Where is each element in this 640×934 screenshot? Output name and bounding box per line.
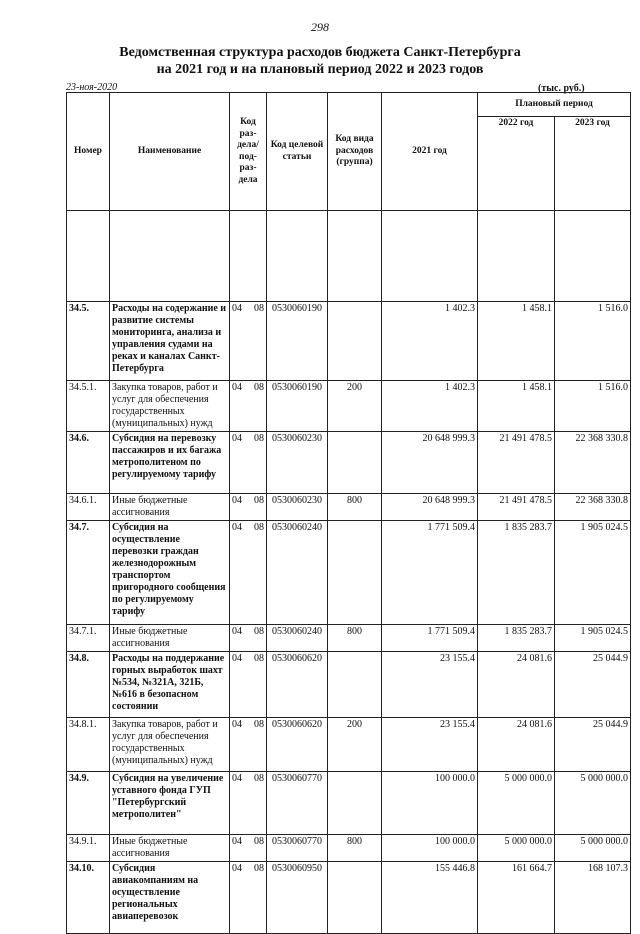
row-2021: 1 402.3 <box>382 381 478 432</box>
row-name: Иные бюджетные ассигнования <box>110 625 230 652</box>
row-2022: 21 491 478.5 <box>478 432 555 494</box>
table-row <box>67 835 631 862</box>
row-2021: 23 155.4 <box>382 652 478 718</box>
row-section-code <box>230 381 267 432</box>
row-section: 04 <box>232 433 242 444</box>
row-number: 34.5. <box>67 302 110 381</box>
row-target-code: 0530060230 <box>267 494 328 521</box>
row-2023: 5 000 000.0 <box>555 772 631 835</box>
table-row <box>67 302 631 381</box>
row-section: 04 <box>232 626 242 637</box>
row-number: 34.5.1. <box>67 381 110 432</box>
row-section-code <box>230 652 267 718</box>
row-subsection: 08 <box>254 522 264 533</box>
row-2022: 1 835 283.7 <box>478 625 555 652</box>
row-2021: 100 000.0 <box>382 772 478 835</box>
budget-table <box>66 92 631 934</box>
row-2021: 1 771 509.4 <box>382 625 478 652</box>
row-target-code: 0530060240 <box>267 521 328 625</box>
table-row <box>67 432 631 494</box>
row-section-code <box>230 772 267 835</box>
row-2022: 1 458.1 <box>478 302 555 381</box>
header-expense-type: Код вида расходов (группа) <box>328 93 382 211</box>
row-section-code <box>230 521 267 625</box>
header-name: Наименование <box>110 93 230 211</box>
row-number: 34.9.1. <box>67 835 110 862</box>
table-row <box>67 625 631 652</box>
row-2023: 22 368 330.8 <box>555 494 631 521</box>
row-name: Субсидия на перевозку пассажиров и их багажа метрополитеном по регулируемому тарифу <box>110 432 230 494</box>
row-subsection: 08 <box>254 303 264 314</box>
row-expense-type: 200 <box>328 718 382 772</box>
row-section-code <box>230 718 267 772</box>
spacer-row <box>67 211 631 302</box>
row-target-code: 0530060620 <box>267 718 328 772</box>
row-subsection: 08 <box>254 495 264 506</box>
row-section: 04 <box>232 836 242 847</box>
row-target-code: 0530060190 <box>267 381 328 432</box>
row-target-code: 0530060620 <box>267 652 328 718</box>
row-2022: 161 664.7 <box>478 862 555 934</box>
row-2022: 5 000 000.0 <box>478 835 555 862</box>
row-target-code: 0530060950 <box>267 862 328 934</box>
row-number: 34.9. <box>67 772 110 835</box>
row-section-code <box>230 302 267 381</box>
row-section: 04 <box>232 303 242 314</box>
row-2021: 20 648 999.3 <box>382 494 478 521</box>
row-name: Расходы на поддержание горных выработок шахт №534, №321А, 321Б, №616 в безопасном состоянии <box>110 652 230 718</box>
row-2021: 1 771 509.4 <box>382 521 478 625</box>
row-name: Субсидия на увеличение уставного фонда ГУП "Петербургский метрополитен" <box>110 772 230 835</box>
row-subsection: 08 <box>254 382 264 393</box>
header-2021: 2021 год <box>382 93 478 211</box>
row-2023: 1 516.0 <box>555 381 631 432</box>
row-name: Закупка товаров, работ и услуг для обеспечения государственных (муниципальных) нужд <box>110 718 230 772</box>
row-expense-type: 800 <box>328 625 382 652</box>
row-name: Иные бюджетные ассигнования <box>110 494 230 521</box>
header-section: Код раз- дела/ под- раз- дела <box>230 93 267 211</box>
row-section: 04 <box>232 522 242 533</box>
table-body <box>67 211 631 934</box>
header-number: Номер <box>67 93 110 211</box>
row-section-code <box>230 494 267 521</box>
row-2022: 21 491 478.5 <box>478 494 555 521</box>
table-row <box>67 521 631 625</box>
row-subsection: 08 <box>254 863 264 874</box>
title-line-2: на 2021 год и на плановый период 2022 и 2023 годов <box>156 62 484 77</box>
row-2023: 1 516.0 <box>555 302 631 381</box>
title-line-1: Ведомственная структура расходов бюджета Санкт-Петербурга <box>119 45 521 60</box>
row-2021: 1 402.3 <box>382 302 478 381</box>
table-row <box>67 494 631 521</box>
row-subsection: 08 <box>254 719 264 730</box>
document-date: 23-ноя-2020 <box>66 82 118 93</box>
row-target-code: 0530060190 <box>267 302 328 381</box>
row-number: 34.8. <box>67 652 110 718</box>
row-section: 04 <box>232 382 242 393</box>
row-target-code: 0530060770 <box>267 772 328 835</box>
row-number: 34.10. <box>67 862 110 934</box>
row-number: 34.6.1. <box>67 494 110 521</box>
row-2023: 25 044.9 <box>555 652 631 718</box>
row-expense-type <box>328 302 382 381</box>
row-2021: 20 648 999.3 <box>382 432 478 494</box>
row-expense-type: 800 <box>328 494 382 521</box>
row-section-code <box>230 432 267 494</box>
row-target-code: 0530060770 <box>267 835 328 862</box>
row-expense-type <box>328 862 382 934</box>
row-subsection: 08 <box>254 836 264 847</box>
header-target: Код целевой статьи <box>267 93 328 211</box>
row-expense-type <box>328 521 382 625</box>
row-section: 04 <box>232 719 242 730</box>
row-2023: 1 905 024.5 <box>555 521 631 625</box>
row-2023: 25 044.9 <box>555 718 631 772</box>
header-2022: 2022 год <box>478 117 555 211</box>
row-subsection: 08 <box>254 653 264 664</box>
row-section-code <box>230 835 267 862</box>
header-2023: 2023 год <box>555 117 631 211</box>
row-target-code: 0530060240 <box>267 625 328 652</box>
row-section: 04 <box>232 495 242 506</box>
row-subsection: 08 <box>254 433 264 444</box>
row-subsection: 08 <box>254 773 264 784</box>
row-number: 34.8.1. <box>67 718 110 772</box>
row-2022: 24 081.6 <box>478 718 555 772</box>
units-label: (тыс. руб.) <box>538 83 585 94</box>
row-2022: 5 000 000.0 <box>478 772 555 835</box>
header-planned: Плановый период <box>478 93 631 117</box>
row-section: 04 <box>232 863 242 874</box>
row-2022: 1 458.1 <box>478 381 555 432</box>
row-section: 04 <box>232 773 242 784</box>
row-2023: 22 368 330.8 <box>555 432 631 494</box>
table-row <box>67 652 631 718</box>
row-2022: 1 835 283.7 <box>478 521 555 625</box>
row-2023: 1 905 024.5 <box>555 625 631 652</box>
row-section-code <box>230 862 267 934</box>
row-expense-type: 200 <box>328 381 382 432</box>
row-expense-type <box>328 432 382 494</box>
row-expense-type <box>328 652 382 718</box>
row-number: 34.7.1. <box>67 625 110 652</box>
table-row <box>67 862 631 934</box>
row-target-code: 0530060230 <box>267 432 328 494</box>
table-row <box>67 718 631 772</box>
page-number: 298 <box>311 20 329 34</box>
row-name: Субсидия на осуществление перевозки граждан железнодорожным транспортом пригородного сообщения по регулируемому тарифу <box>110 521 230 625</box>
row-name: Закупка товаров, работ и услуг для обеспечения государственных (муниципальных) нужд <box>110 381 230 432</box>
row-number: 34.7. <box>67 521 110 625</box>
row-2023: 168 107.3 <box>555 862 631 934</box>
row-section: 04 <box>232 653 242 664</box>
row-expense-type: 800 <box>328 835 382 862</box>
row-2021: 155 446.8 <box>382 862 478 934</box>
row-2023: 5 000 000.0 <box>555 835 631 862</box>
row-2021: 23 155.4 <box>382 718 478 772</box>
row-subsection: 08 <box>254 626 264 637</box>
row-section-code <box>230 625 267 652</box>
row-name: Иные бюджетные ассигнования <box>110 835 230 862</box>
row-name: Субсидия авиакомпаниям на осуществление региональных авиаперевозок <box>110 862 230 934</box>
row-expense-type <box>328 772 382 835</box>
table-row <box>67 772 631 835</box>
row-number: 34.6. <box>67 432 110 494</box>
document-title <box>0 44 640 78</box>
row-name: Расходы на содержание и развитие системы мониторинга, анализа и управления судами на реках и каналах Санкт-Петербурга <box>110 302 230 381</box>
table-row <box>67 381 631 432</box>
row-2021: 100 000.0 <box>382 835 478 862</box>
row-2022: 24 081.6 <box>478 652 555 718</box>
